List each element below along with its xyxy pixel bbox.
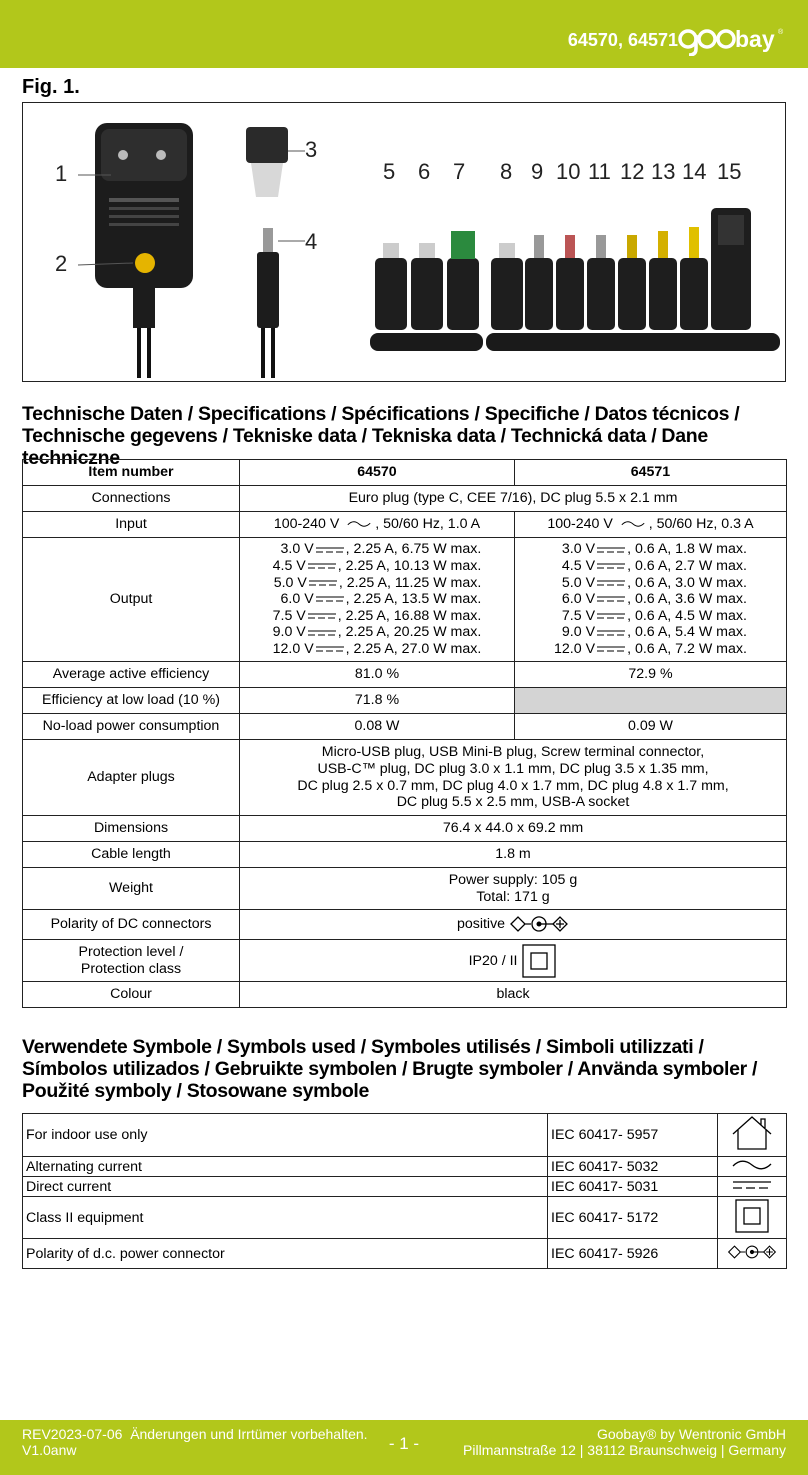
dc-icon: [596, 629, 626, 637]
dc-icon: [596, 612, 626, 620]
output-line: 4.5 V , 2.25 A, 10.13 W max.: [272, 558, 482, 575]
output-line: 3.0 V , 2.25 A, 6.75 W max.: [280, 541, 482, 558]
ac-icon: [618, 520, 648, 528]
dc-icon: [596, 645, 626, 653]
dc-icon: [308, 579, 338, 587]
class2-icon: [734, 1198, 770, 1234]
dc-icon: [307, 629, 337, 637]
dc-icon: [307, 612, 337, 620]
svg-text:®: ®: [778, 29, 784, 36]
output-line: 7.5 V , 2.25 A, 16.88 W max.: [272, 607, 482, 624]
polarity-icon: [509, 916, 569, 932]
callout-2: 2: [55, 251, 68, 276]
table-row: Item number 64570 64571: [23, 460, 787, 486]
output-line: 9.0 V , 2.25 A, 20.25 W max.: [272, 624, 482, 641]
table-row: Polarity of d.c. power connector IEC 60417- 5926: [23, 1239, 787, 1269]
callout-11: 11: [588, 159, 611, 184]
product-figure: [22, 102, 786, 382]
table-row: Alternating current IEC 60417- 5032: [23, 1157, 787, 1177]
output-line: 4.5 V , 0.6 A, 2.7 W max.: [561, 558, 747, 575]
callout-10: 10: [556, 159, 581, 184]
dc-icon: [315, 595, 345, 603]
footer-bar: [0, 1420, 808, 1475]
dc-icon: [315, 546, 345, 554]
dc-icon: [596, 562, 626, 570]
footer-left: REV2023-07-06 Änderungen und Irrtümer vorbehalten. V1.0anw: [22, 1426, 368, 1458]
table-row: Polarity of DC connectors positive: [23, 910, 787, 940]
output-line: 6.0 V , 2.25 A, 13.5 W max.: [280, 591, 482, 608]
table-row: Output 3.0 V , 2.25 A, 6.75 W max. 4.5 V , 2.25 A, 10.13 W max. 5.0 V , 2.25 A, 11.25 W max. 6.0 V , 2.25 A, 13.5 W max. 7.5 V , 2.25 A, 16.88 W max. 9.0 V , 2.25 A, 20.25 W max. 12.0 V , 2.25 A, 27.0 W max. 3.0 V , 0.6 A, 1.8 W max. 4.5 V , 0.6 A, 2.7 W max. 5.0 V , 0.6 A, 3.0 W max. 6.0 V , 0.6 A, 3.6 W max. 7.5 V , 0.6 A, 4.5 W max. 9.0 V , 0.6 A, 5.4 W max. 12.0 V , 0.6 A, 7.2 W max.: [23, 538, 787, 662]
dc-icon: [307, 562, 337, 570]
output-line: 9.0 V , 0.6 A, 5.4 W max.: [561, 624, 747, 641]
figure-label: Fig. 1.: [22, 76, 80, 98]
table-row: Weight Power supply: 105 g Total: 171 g: [23, 868, 787, 910]
dc-icon: [596, 579, 626, 587]
callout-7: 7: [453, 159, 466, 184]
footer-right: Goobay® by Wentronic GmbH Pillmannstraße 12 | 38112 Braunschweig | Germany: [463, 1426, 786, 1458]
table-row: Direct current IEC 60417- 5031: [23, 1177, 787, 1197]
specs-table: [22, 459, 787, 1008]
table-row: Cable length 1.8 m: [23, 842, 787, 868]
callout-5: 5: [383, 159, 396, 184]
table-row: Protection level / Protection class IP20 / II: [23, 940, 787, 982]
output-line: 7.5 V , 0.6 A, 4.5 W max.: [561, 607, 747, 624]
output-line: 5.0 V , 0.6 A, 3.0 W max.: [561, 574, 747, 591]
table-row: Colour black: [23, 982, 787, 1008]
table-row: Connections Euro plug (type C, CEE 7/16), DC plug 5.5 x 2.1 mm: [23, 486, 787, 512]
callout-6: 6: [418, 159, 431, 184]
symbols-table: [22, 1113, 787, 1269]
header-bar: [0, 0, 808, 68]
model-numbers: 64570, 64571: [567, 30, 678, 50]
empty-cell: [514, 688, 786, 714]
table-row: Efficiency at low load (10 %) 71.8 %: [23, 688, 787, 714]
callout-9: 9: [531, 159, 544, 184]
table-row: Average active efficiency 81.0 % 72.9 %: [23, 662, 787, 688]
output-line: 12.0 V , 2.25 A, 27.0 W max.: [272, 640, 482, 657]
table-row: For indoor use only IEC 60417- 5957: [23, 1114, 787, 1157]
callout-12: 12: [620, 159, 645, 184]
callout-15: 15: [717, 159, 742, 184]
svg-text:bay: bay: [735, 26, 775, 52]
dc-icon: [596, 546, 626, 554]
dc-icon: [732, 1179, 772, 1191]
output-line: 12.0 V , 0.6 A, 7.2 W max.: [554, 640, 747, 657]
callout-8: 8: [500, 159, 513, 184]
output-line: 3.0 V , 0.6 A, 1.8 W max.: [561, 541, 747, 558]
goobay-logo-graphic: [678, 22, 786, 56]
polarity-icon: [727, 1244, 777, 1260]
callout-14: 14: [682, 159, 707, 184]
ac-icon: [732, 1159, 772, 1171]
dc-icon: [315, 645, 345, 653]
table-row: Dimensions 76.4 x 44.0 x 69.2 mm: [23, 816, 787, 842]
callout-4: 4: [305, 229, 318, 254]
callout-3: 3: [305, 137, 318, 162]
callout-1: 1: [55, 161, 68, 186]
symbols-heading: Verwendete Symbole / Symbols used / Symboles utilisés / Simboli utilizzati / Símbolos utilizados / Gebruikte symbolen / Brugte symboler / Använda symboler / Použité symboly / Stosowane symbole: [22, 1036, 758, 1102]
output-list-64571: [554, 541, 747, 657]
table-row: Adapter plugs Micro-USB plug, USB Mini-B plug, Screw terminal connector, USB-C™ plug, DC plug 3.0 x 1.1 mm, DC plug 3.5 x 1.35 mm, DC plug 2.5 x 0.7 mm, DC plug 4.0 x 1.7 mm, DC plug 4.8 x 1.7 mm, DC plug 5.5 x 2.5 mm, USB-A socket: [23, 740, 787, 816]
class2-icon: [521, 943, 557, 979]
output-line: 5.0 V , 2.25 A, 11.25 W max.: [273, 574, 482, 591]
dc-icon: [596, 595, 626, 603]
callout-13: 13: [651, 159, 676, 184]
house-icon: [730, 1114, 774, 1152]
output-list-64570: [273, 541, 482, 657]
table-row: No-load power consumption 0.08 W 0.09 W: [23, 714, 787, 740]
ac-icon: [344, 520, 374, 528]
page-number: - 1 -: [388, 1434, 420, 1453]
table-row: Input 100-240 V , 50/60 Hz, 1.0 A 100-240 V , 50/60 Hz, 0.3 A: [23, 512, 787, 538]
goobay-logo: [678, 22, 786, 56]
product-illustration: [23, 103, 785, 381]
specs-heading: Technische Daten / Specifications / Spécifications / Specifiche / Datos técnicos / Technische gegevens / Tekniske data / Tekniska data / Technická data / Dane techniczne: [22, 403, 740, 469]
table-row: Class II equipment IEC 60417- 5172: [23, 1197, 787, 1239]
output-line: 6.0 V , 0.6 A, 3.6 W max.: [561, 591, 747, 608]
